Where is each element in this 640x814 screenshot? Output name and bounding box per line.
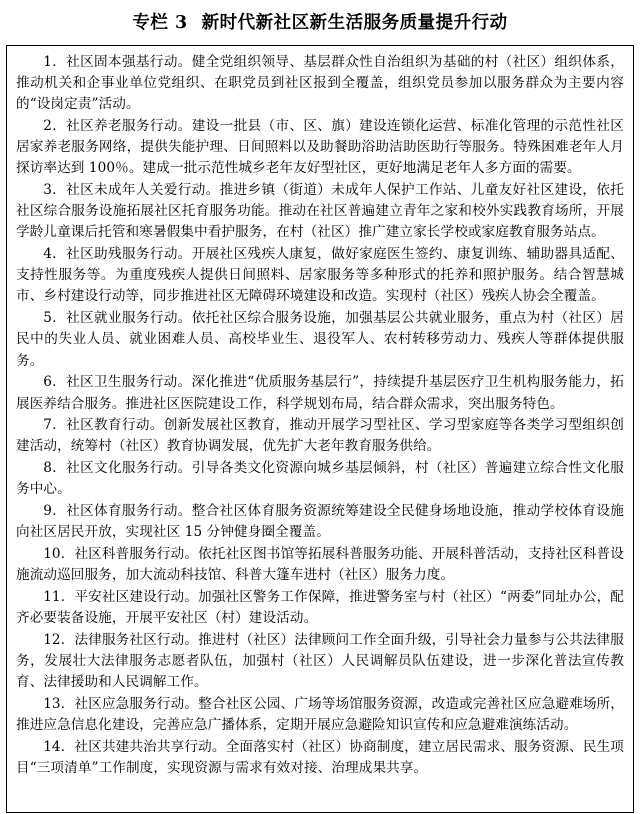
paragraph: 10．社区科普服务行动。依托社区图书馆等拓展科普服务功能、开展科普活动，支持社区科普设施流动巡回服务，加大流动科技馆、科普大篷车进村（社区）服务力度。	[16, 545, 624, 584]
paragraph: 4．社区助残服务行动。开展社区残疾人康复，做好家庭医生签约、康复训练、辅助器具适配、支持性服务等。为重度残疾人提供日间照料、居家服务等多种形式的托养和照护服务。结合智慧城市、乡村建设行动等，同步推进社区无障碍环境建设和改造。实现村（社区）残疾人协会全覆盖。	[16, 246, 624, 305]
page-title-text: 新时代新社区新生活服务质量提升行动	[201, 13, 508, 33]
paragraph: 14．社区共建共治共享行动。全面落实村（社区）协商制度，建立居民需求、服务资源、民生项目“三项清单”工作制度，实现资源与需求有效对接、治理成果共享。	[16, 738, 624, 776]
paragraph: 1．社区固本强基行动。健全党组织领导、基层群众性自治组织为基础的村（社区）组织体系，推动机关和企事业单位党组织、在职党员到社区报到全覆盖，组织党员参加以服务群众为主要内容的“设岗定责”活动。	[16, 53, 624, 113]
paragraph: 6．社区卫生服务行动。深化推进“优质服务基层行”，持续提升基层医疗卫生机构服务能力，拓展医养结合服务。推进社区医院建设工作，科学规划布局，结合群众需求，突出服务特色。	[16, 374, 624, 412]
paragraph: 13．社区应急服务行动。整合社区公园、广场等场馆服务资源，改造或完善社区应急避难场所，推进应急信息化建设，完善应急广播体系，定期开展应急避险知识宣传和应急避难演练活动。	[16, 695, 624, 734]
content-box	[6, 45, 634, 813]
paragraph: 5．社区就业服务行动。依托社区综合服务设施，加强基层公共就业服务，重点为村（社区）居民中的失业人员、就业困难人员、高校毕业生、退役军人、农村转移劳动力、残疾人等群体提供服务。	[16, 310, 624, 369]
paragraph: 11．平安社区建设行动。加强社区警务工作保障，推进警务室与村（社区）“两委”同址办公，配齐必要装备设施，开展平安社区（村）建设活动。	[16, 588, 624, 627]
paragraph: 8．社区文化服务行动。引导各类文化资源向城乡基层倾斜，村（社区）普遍建立综合性文化服务中心。	[16, 460, 624, 498]
paragraph: 2．社区养老服务行动。建设一批县（市、区、旗）建设连锁化运营、标准化管理的示范性社区居家养老服务网络，提供失能护理、日间照料以及助餐助浴助洁助医助行等服务。特殊困难老年人月探访率达到 100％。建成一批示范性城乡老年友好型社区，更好地满足老年人多方面的需要。	[16, 117, 624, 177]
paragraph: 3．社区未成年人关爱行动。推进乡镇（街道）未成年人保护工作站、儿童友好社区建设，依托社区综合服务设施拓展社区托育服务功能。推动在社区普遍建立青年之家和校外实践教育场所，开展学龄儿童课后托管和寒暑假集中看护服务，在村（社区）推广建立家长学校或家庭教育服务站点。	[16, 181, 624, 241]
page-title	[0, 0, 640, 45]
paragraph: 12．法律服务社区行动。推进村（社区）法律顾问工作全面升级，引导社会力量参与公共法律服务，发展壮大法律服务志愿者队伍，加强村（社区）人民调解员队伍建设，进一步深化普法宣传教育、法律援助和人民调解工作。	[16, 631, 624, 691]
paragraph: 7．社区教育行动。创新发展社区教育，推动开展学习型社区、学习型家庭等各类学习型组织创建活动，统筹村（社区）教育协调发展，优先扩大老年教育服务供给。	[16, 417, 624, 455]
page-title-label: 专栏 3	[132, 13, 188, 33]
paragraph: 9．社区体育服务行动。整合社区体育服务资源统筹建设全民健身场地设施，推动学校体育设施向社区居民开放，实现社区 15 分钟健身圈全覆盖。	[16, 503, 624, 541]
